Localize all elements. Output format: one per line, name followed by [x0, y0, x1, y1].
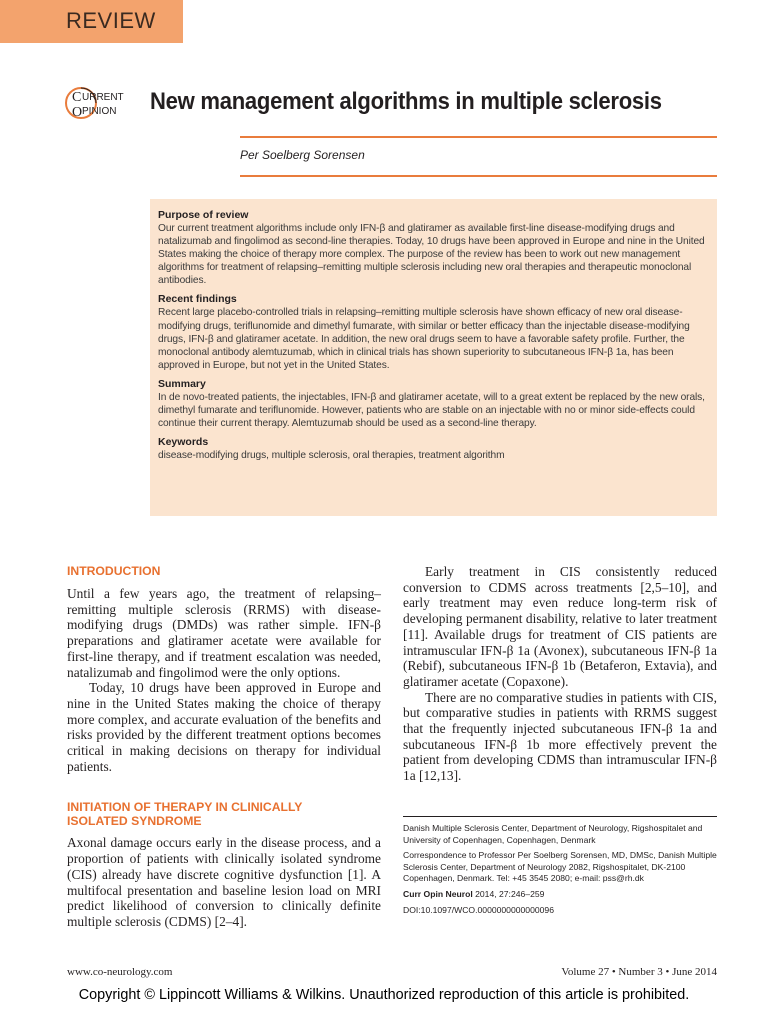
findings-heading: Recent findings: [158, 293, 237, 306]
summary-text: In de novo-treated patients, the injectables, IFN-β and glatiramer acetate, will to a great extent be replaced by the new orals, dimethyl fumarate and teriflunomide. However, patients who are stable on an injectable with no or minor side-effects could continue their current therapy. Alemtuzumab should be used as a second-line therapy.: [158, 391, 705, 430]
cis-heading-line-1: INITIATION OF THERAPY IN CLINICALLY: [67, 800, 303, 815]
section-label: REVIEW: [66, 8, 156, 33]
affiliation-rule: [403, 816, 717, 817]
purpose-heading: Purpose of review: [158, 209, 249, 221]
journal-name: Curr Opin Neurol: [403, 888, 473, 899]
logo-top-text: URRENT: [82, 92, 124, 103]
affiliation-center: Danish Multiple Sclerosis Center, Department of Neurology, Rigshospitalet and University of Copenhagen, Copenhagen, Denmark: [403, 823, 703, 845]
current-opinion-logo: [64, 85, 130, 121]
affiliation-correspondence: Correspondence to Professor Per Soelberg Sorensen, MD, DMSc, Danish Multiple Sclerosis Center, Department of Neurology 2082, Rigshospitalet, DK-2100 Copenhagen, Denmark. Tel: +45 3545 2080; e-mail: pss@rh.dk: [403, 850, 717, 884]
article-title: New management algorithms in multiple sclerosis: [150, 88, 662, 115]
keywords-text: disease-modifying drugs, multiple sclerosis, oral therapies, treatment algorithm: [158, 450, 505, 462]
journal-citation: [403, 889, 717, 901]
logo-bottom-text: PINION: [82, 106, 117, 117]
keywords-heading: Keywords: [158, 436, 209, 449]
left-column: [67, 564, 381, 930]
footer-website: www.co-neurology.com: [67, 966, 173, 978]
cis-heading-line-2: ISOLATED SYNDROME: [67, 814, 202, 829]
abstract-box: [150, 199, 717, 516]
purpose-text: Our current treatment algorithms include only IFN-β and glatiramer as available first-line disease-modifying drugs and natalizumab and fingolimod as second-line therapies. Today, 10 drugs have been approved in Europe and nine in the United States making the choice of therapy more complex. The purpose of the review has been to work out new management algorithms for treatment of relapsing–remitting multiple sclerosis including new oral therapies and therapeutic monoclonal antibodies.: [158, 223, 705, 287]
author-name: Per Soelberg Sorensen: [240, 148, 365, 162]
title-rule: [240, 136, 717, 138]
intro-paragraph-1: Until a few years ago, the treatment of relapsing–remitting multiple sclerosis (RRMS) with disease-modifying drugs (DMDs) was rather simple. IFN-β preparations and glatiramer acetate were available for first-line therapy, and if treatment escalation was needed, natalizumab and fingolimod were the only options.: [67, 586, 381, 680]
summary-heading: Summary: [158, 377, 206, 390]
svg-text:O: O: [72, 105, 83, 120]
cis-paragraph-1: Axonal damage occurs early in the disease process, and a proportion of patients with clinically isolated syndrome (CIS) already have discrete cognitive dysfunction [1]. A multifocal presentation and baseline lesion load on MRI predict likelihood of conversion to clinically definite multiple sclerosis (CDMS) [2–4].: [67, 835, 381, 929]
section-tab: [0, 0, 183, 43]
copyright-notice: Copyright © Lippincott Williams & Wilkins. Unauthorized reproduction of this article is prohibited.: [78, 987, 690, 1003]
intro-heading: INTRODUCTION: [67, 564, 161, 578]
svg-text:C: C: [72, 90, 82, 105]
intro-paragraph-2: Today, 10 drugs have been approved in Europe and nine in the United States making the choice of therapy more complex, and accurate evaluation of the benefits and risks provided by the different treatment options becomes critical in making decisions on therapy for individual patients.: [67, 680, 381, 774]
findings-text: Recent large placebo-controlled trials in relapsing–remitting multiple sclerosis have shown efficacy of new oral disease-modifying drugs, teriflunomide and dimethyl fumarate, with similar or better efficacy than the injectable disease-modifying drugs, IFN-β and glatiramer acetate. In addition, the new oral drugs seem to have a favorable safety profile. Further, the monoclonal antibody alemtuzumab, which in clinical trials has shown superiority to subcutaneous IFN-β 1a, has been approved in Europe, but not yet in the United States.: [158, 307, 690, 371]
right-column: [403, 564, 717, 784]
affiliation-block: [403, 823, 717, 920]
author-rule: [240, 175, 717, 177]
doi: DOI:10.1097/WCO.0000000000000096: [403, 904, 554, 915]
right-paragraph-2: There are no comparative studies in patients with CIS, but comparative studies in patients with RRMS suggest that the frequently injected subcutaneous IFN-β 1a and subcutaneous IFN-β 1b more effectively prevent the patient from developing CDMS than intramuscular IFN-β 1a [12,13].: [403, 689, 717, 784]
journal-ref: 2014, 27:246–259: [475, 888, 545, 899]
footer-issue: Volume 27 • Number 3 • June 2014: [561, 966, 717, 978]
right-paragraph-1: Early treatment in CIS consistently reduced conversion to CDMS across treatments [2,5–10], and early treatment may even reduce long-term risk of developing permanent disability, relative to later treatment [11]. Available drugs for treatment of CIS patients are intramuscular IFN-β 1a (Avonex), subcutaneous IFN-β 1a (Rebif), subcutaneous IFN-β 1b (Betaferon, Extavia), and glatiramer acetate (Copaxone).: [403, 564, 717, 689]
